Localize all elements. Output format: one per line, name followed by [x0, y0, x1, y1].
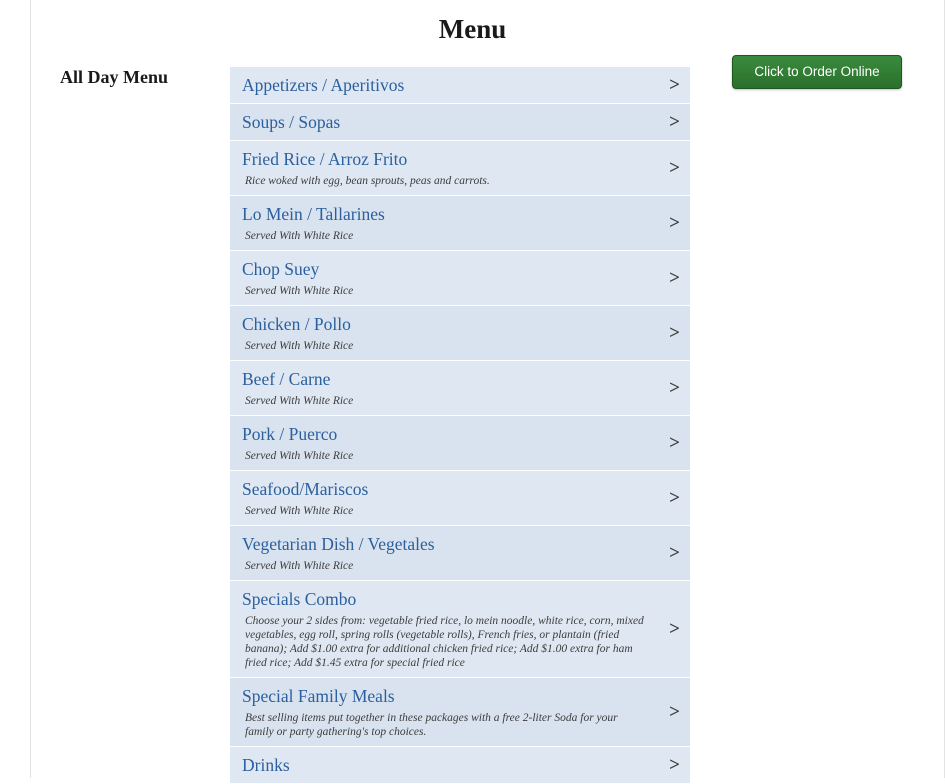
page-title: Menu	[438, 14, 507, 44]
chevron-right-icon[interactable]: >	[669, 212, 680, 234]
chevron-right-icon[interactable]: >	[669, 267, 680, 289]
menu-category-title: Beef / Carne	[242, 369, 331, 390]
menu-category-row[interactable]	[230, 141, 690, 196]
menu-category-description: Served With White Rice	[245, 450, 354, 463]
chevron-right-icon[interactable]: >	[669, 157, 680, 179]
menu-category-row[interactable]	[230, 471, 690, 526]
menu-category-row[interactable]	[230, 196, 690, 251]
chevron-right-icon[interactable]: >	[669, 618, 680, 640]
menu-category-title: Drinks	[242, 755, 290, 776]
menu-category-description: Rice woked with egg, bean sprouts, peas and carrots.	[245, 175, 490, 187]
chevron-right-icon[interactable]: >	[669, 74, 680, 96]
menu-category-description: Served With White Rice	[245, 395, 354, 408]
menu-category-title: Lo Mein / Tallarines	[242, 204, 385, 225]
chevron-right-icon[interactable]: >	[669, 432, 680, 454]
menu-category-row[interactable]	[230, 361, 690, 416]
menu-category-title: Chop Suey	[242, 259, 320, 280]
menu-category-row[interactable]	[230, 526, 690, 581]
menu-category-row[interactable]	[230, 306, 690, 361]
menu-category-list	[230, 67, 690, 784]
chevron-right-icon[interactable]: >	[669, 701, 680, 723]
menu-category-description: Served With White Rice	[245, 560, 354, 573]
menu-category-title: Soups / Sopas	[242, 112, 341, 132]
menu-category-title: Pork / Puerco	[242, 424, 338, 445]
menu-category-description: Served With White Rice	[245, 340, 354, 353]
menu-category-row[interactable]	[230, 67, 690, 104]
section-label: All Day Menu	[60, 67, 168, 87]
menu-category-description: Served With White Rice	[245, 285, 354, 298]
menu-category-row[interactable]	[230, 747, 690, 784]
menu-category-title: Vegetarian Dish / Vegetales	[242, 534, 435, 555]
menu-category-description: Choose your 2 sides from: vegetable fried rice, lo mein noodle, white rice, corn, mixed vegetables, egg roll, spring rolls (vegetable rolls), French fries, or plantain (fried banana); Add $1.00 extra for additional chicken fried rice; Add $1.00 extra for ham fried rice; Add $1.45 extra for special fried rice	[245, 615, 644, 670]
menu-category-row[interactable]	[230, 104, 690, 141]
menu-category-row[interactable]	[230, 678, 690, 747]
menu-category-title: Seafood/Mariscos	[242, 479, 369, 500]
menu-category-description: Best selling items put together in these packages with a free 2-liter Soda for your family or party gathering's top choices.	[245, 712, 618, 739]
menu-category-row[interactable]	[230, 416, 690, 471]
menu-category-description: Served With White Rice	[245, 230, 354, 243]
menu-category-description: Served With White Rice	[245, 505, 354, 518]
chevron-right-icon[interactable]: >	[669, 487, 680, 509]
chevron-right-icon[interactable]: >	[669, 322, 680, 344]
chevron-right-icon[interactable]: >	[669, 377, 680, 399]
chevron-right-icon[interactable]: >	[669, 754, 680, 776]
chevron-right-icon[interactable]: >	[669, 542, 680, 564]
chevron-right-icon[interactable]: >	[669, 111, 680, 133]
order-online-button[interactable]: Click to Order Online	[732, 55, 902, 89]
menu-category-title: Appetizers / Aperitivos	[242, 75, 405, 95]
menu-category-title: Special Family Meals	[242, 686, 395, 707]
menu-category-title: Fried Rice / Arroz Frito	[242, 149, 408, 169]
menu-category-title: Specials Combo	[242, 589, 357, 610]
menu-category-row[interactable]	[230, 581, 690, 678]
menu-category-title: Chicken / Pollo	[242, 314, 351, 335]
menu-category-row[interactable]	[230, 251, 690, 306]
